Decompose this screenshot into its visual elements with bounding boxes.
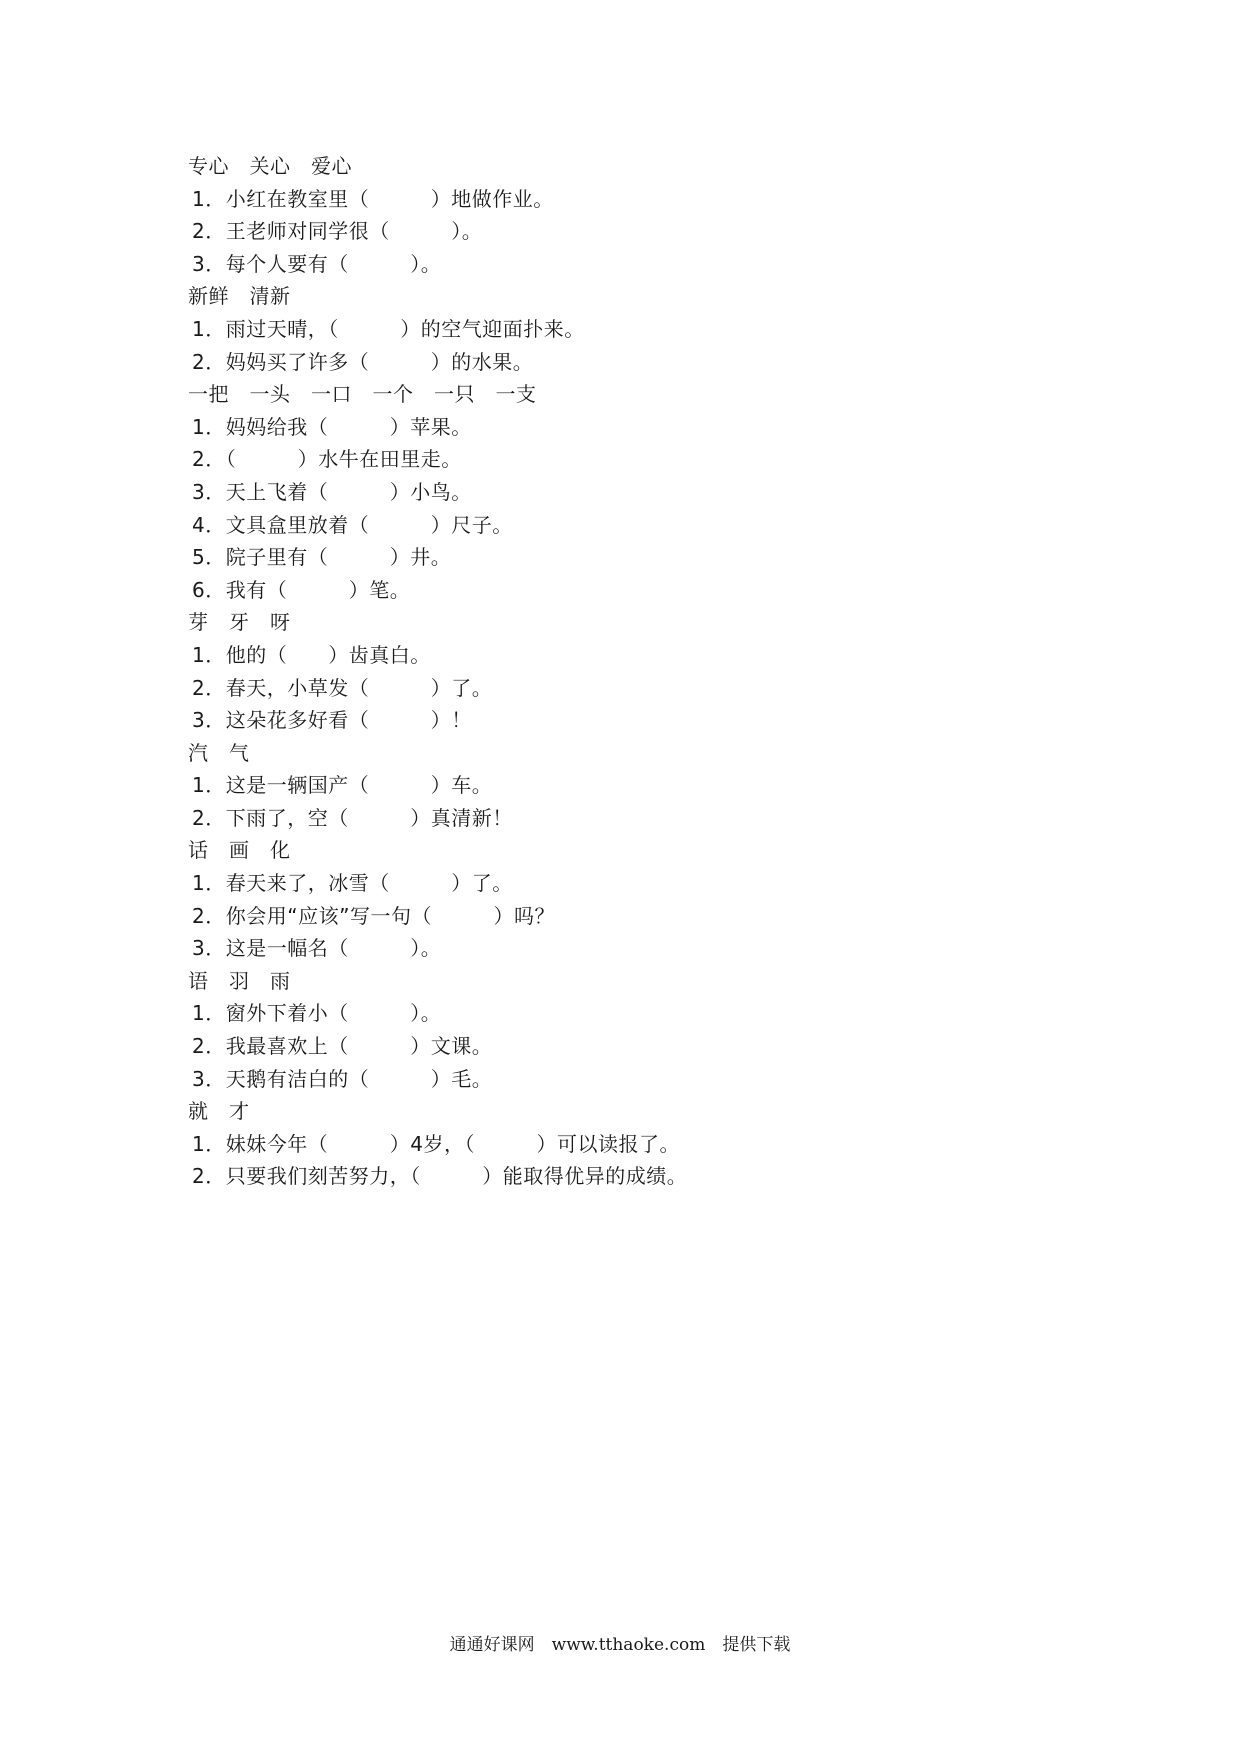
fill-in-blank-sentence: 2．我最喜欢上（ ）文课。 — [192, 1034, 493, 1059]
fill-in-blank-sentence: 3．每个人要有（ ）。 — [192, 251, 442, 276]
fill-in-blank-sentence: 2．王老师对同学很（ ）。 — [192, 219, 483, 244]
word-choice-group-title: 一把 一头 一口 一个 一只 一支 — [188, 382, 537, 407]
fill-in-blank-sentence: 3．天鹅有洁白的（ ）毛。 — [192, 1066, 493, 1091]
fill-in-blank-sentence: 2．春天，小草发（ ）了。 — [192, 675, 493, 700]
fill-in-blank-sentence: 2．妈妈买了许多（ ）的水果。 — [192, 349, 534, 374]
word-choice-group-title: 就 才 — [188, 1099, 250, 1124]
footer-text: 通通好课网 www.tthaoke.com 提供下载 — [449, 1635, 791, 1655]
word-choice-group-title: 话 画 化 — [188, 838, 291, 863]
fill-in-blank-sentence: 6．我有（ ）笔。 — [192, 577, 411, 602]
fill-in-blank-sentence: 2．你会用“应该”写一句（ ）吗？ — [192, 903, 555, 928]
fill-in-blank-sentence: 2．（ ）水牛在田里走。 — [192, 447, 462, 472]
exercise-content — [188, 150, 1088, 1193]
fill-in-blank-sentence: 1．小红在教室里（ ）地做作业。 — [192, 186, 554, 211]
fill-in-blank-sentence: 3．这朵花多好看（ ）！ — [192, 708, 472, 733]
fill-in-blank-sentence: 2．只要我们刻苦努力，（ ）能取得优异的成绩。 — [192, 1164, 688, 1189]
fill-in-blank-sentence: 1．妹妹今年（ ）4岁，（ ）可以读报了。 — [192, 1131, 680, 1156]
fill-in-blank-sentence: 4．文具盒里放着（ ）尺子。 — [192, 512, 513, 537]
fill-in-blank-sentence: 1．他的（ ）齿真白。 — [192, 642, 431, 667]
word-choice-group-title: 专心 关心 爱心 — [188, 154, 352, 178]
fill-in-blank-sentence: 2．下雨了，空（ ）真清新！ — [192, 805, 513, 830]
fill-in-blank-sentence: 5．院子里有（ ）井。 — [192, 545, 452, 570]
word-choice-group-title: 语 羽 雨 — [188, 968, 291, 993]
fill-in-blank-sentence: 3．天上飞着（ ）小鸟。 — [192, 479, 472, 504]
fill-in-blank-sentence: 1．窗外下着小（ ）。 — [192, 1001, 442, 1026]
fill-in-blank-sentence: 1．这是一辆国产（ ）车。 — [192, 773, 493, 798]
fill-in-blank-sentence: 3．这是一幅名（ ）。 — [192, 936, 442, 961]
word-choice-group-title: 芽 牙 呀 — [188, 610, 291, 635]
fill-in-blank-sentence: 1．雨过天晴，（ ）的空气迎面扑来。 — [192, 316, 585, 341]
word-choice-group-title: 汽 气 — [188, 740, 250, 765]
word-choice-group-title: 新鲜 清新 — [188, 284, 291, 309]
fill-in-blank-sentence: 1．妈妈给我（ ）苹果。 — [192, 414, 472, 439]
fill-in-blank-sentence: 1．春天来了，冰雪（ ）了。 — [192, 871, 513, 896]
